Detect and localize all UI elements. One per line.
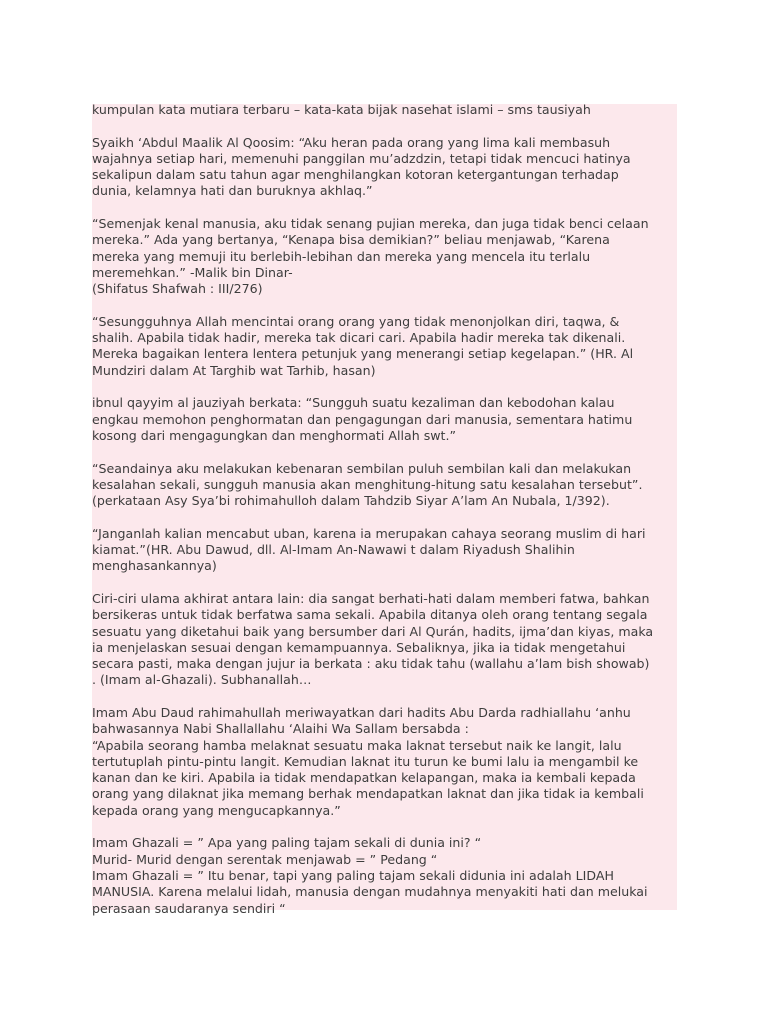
text-line: engkau memohon penghormatan dan pengagungan dari manusia, sementara hatimu [92,411,633,427]
text-line: kesalahan sekali, sungguh manusia akan menghitung-hitung satu kesalahan tersebut”. [92,476,643,492]
paragraph [92,705,684,819]
text-line: “Sesungguhnya Allah mencintai orang orang yang tidak menonjolkan diri, taqwa, & [92,313,620,329]
text-line: Mereka bagaikan lentera lentera petunjuk yang menerangi setiap kegelapan.” (HR. Al [92,346,634,362]
text-line: kiamat.”(HR. Abu Dawud, dll. Al-Imam An-Nawawi t dalam Riyadush Shalihin [92,542,575,558]
text-line: ia menjelaskan sesuai dengan kemampuannya. Sebaliknya, jika ia tidak mengetahui [92,639,626,655]
text-line: (perkataan Asy Sya’bi rohimahulloh dalam Tahdzib Siyar A’lam An Nubala, 1/392). [92,493,610,509]
text-line: bersikeras untuk tidak berfatwa sama sekali. Apabila ditanya oleh orang tentang segala [92,607,648,623]
text-line: shalih. Apabila tidak hadir, mereka tak dicari cari. Apabila hadir mereka tak dikenali. [92,330,626,346]
text-line: ibnul qayyim al jauziyah berkata: “Sungguh suatu kezaliman dan kebodohan kalau [92,395,615,411]
paragraph [92,135,684,200]
text-line: Imam Abu Daud rahimahullah meriwayatkan dari hadits Abu Darda radhiallahu ‘anhu [92,704,631,720]
paragraph [92,461,684,510]
text-line: menghasankannya) [92,558,217,574]
text-line: tertutuplah pintu-pintu langit. Kemudian laknat itu turun ke bumi lalu ia mengambil ke [92,753,639,769]
text-line: mereka.” Ada yang bertanya, “Kenapa bisa demikian?” beliau menjawab, “Karena [92,232,610,248]
text-line: “Janganlah kalian mencabut uban, karena ia merupakan cahaya seorang muslim di hari [92,525,646,541]
document-text [92,102,684,917]
text-line: MANUSIA. Karena melalui lidah, manusia dengan mudahnya menyakiti hati dan melukai [92,884,648,900]
text-line: Imam Ghazali = ” Apa yang paling tajam sekali di dunia ini? “ [92,835,482,851]
text-line: (Shifatus Shafwah : III/276) [92,281,263,297]
text-line: Mundziri dalam At Targhib wat Tarhib, hasan) [92,362,376,378]
text-line: bahwasannya Nabi Shallallahu ‘Alaihi Wa Sallam bersabda : [92,721,469,737]
text-line: sekalipun dalam satu tahun agar menghilangkan kotoran ketergantungan terhadap [92,167,619,183]
text-line: Murid- Murid dengan serentak menjawab = ” Pedang “ [92,851,438,867]
paragraph [92,395,684,444]
text-line: “Apabila seorang hamba melaknat sesuatu maka laknat tersebut naik ke langit, lalu [92,737,622,753]
text-line: Ciri-ciri ulama akhirat antara lain: dia sangat berhati-hati dalam memberi fatwa, bahkan [92,590,650,606]
text-line: orang yang dilaknat jika memang berhak mendapatkan laknat dan jika tidak ia kembali [92,786,644,802]
text-line: perasaan saudaranya sendiri “ [92,900,286,916]
text-line: Imam Ghazali = ” Itu benar, tapi yang paling tajam sekali didunia ini adalah LIDAH [92,867,614,883]
text-line: “Semenjak kenal manusia, aku tidak senang pujian mereka, dan juga tidak benci celaan [92,216,649,232]
text-line: wajahnya setiap hari, memenuhi panggilan mu’adzdzin, tetapi tidak mencuci hatinya [92,150,631,166]
text-line: meremehkan.” -Malik bin Dinar- [92,264,293,280]
text-line: secara pasti, maka dengan jujur ia berkata : aku tidak tahu (wallahu a’lam bish showab) [92,656,650,672]
paragraph [92,216,684,297]
text-line: kosong dari mengagungkan dan menghormati Allah swt.” [92,427,457,443]
paragraph [92,526,684,575]
text-line: mereka yang memuji itu berlebih-lebihan dan mereka yang mencela itu terlalu [92,248,591,264]
paragraph [92,835,684,916]
text-line: kepada orang yang mengucapkannya.” [92,802,341,818]
paragraph [92,314,684,379]
paragraph [92,102,684,118]
text-line: dunia, kelamnya hati dan buruknya akhlaq.” [92,183,373,199]
text-line: Syaikh ‘Abdul Maalik Al Qoosim: “Aku heran pada orang yang lima kali membasuh [92,134,611,150]
paragraph [92,591,684,689]
text-line: kanan dan ke kiri. Apabila ia tidak mendapatkan kelapangan, maka ia kembali kepada [92,770,636,786]
text-line: . (Imam al-Ghazali). Subhanallah… [92,672,312,688]
text-line: kumpulan kata mutiara terbaru – kata-kata bijak nasehat islami – sms tausiyah [92,102,591,117]
text-line: sesuatu yang diketahui baik yang bersumber dari Al Qurán, hadits, ijma’dan kiyas, maka [92,623,654,639]
text-line: “Seandainya aku melakukan kebenaran sembilan puluh sembilan kali dan melakukan [92,460,632,476]
